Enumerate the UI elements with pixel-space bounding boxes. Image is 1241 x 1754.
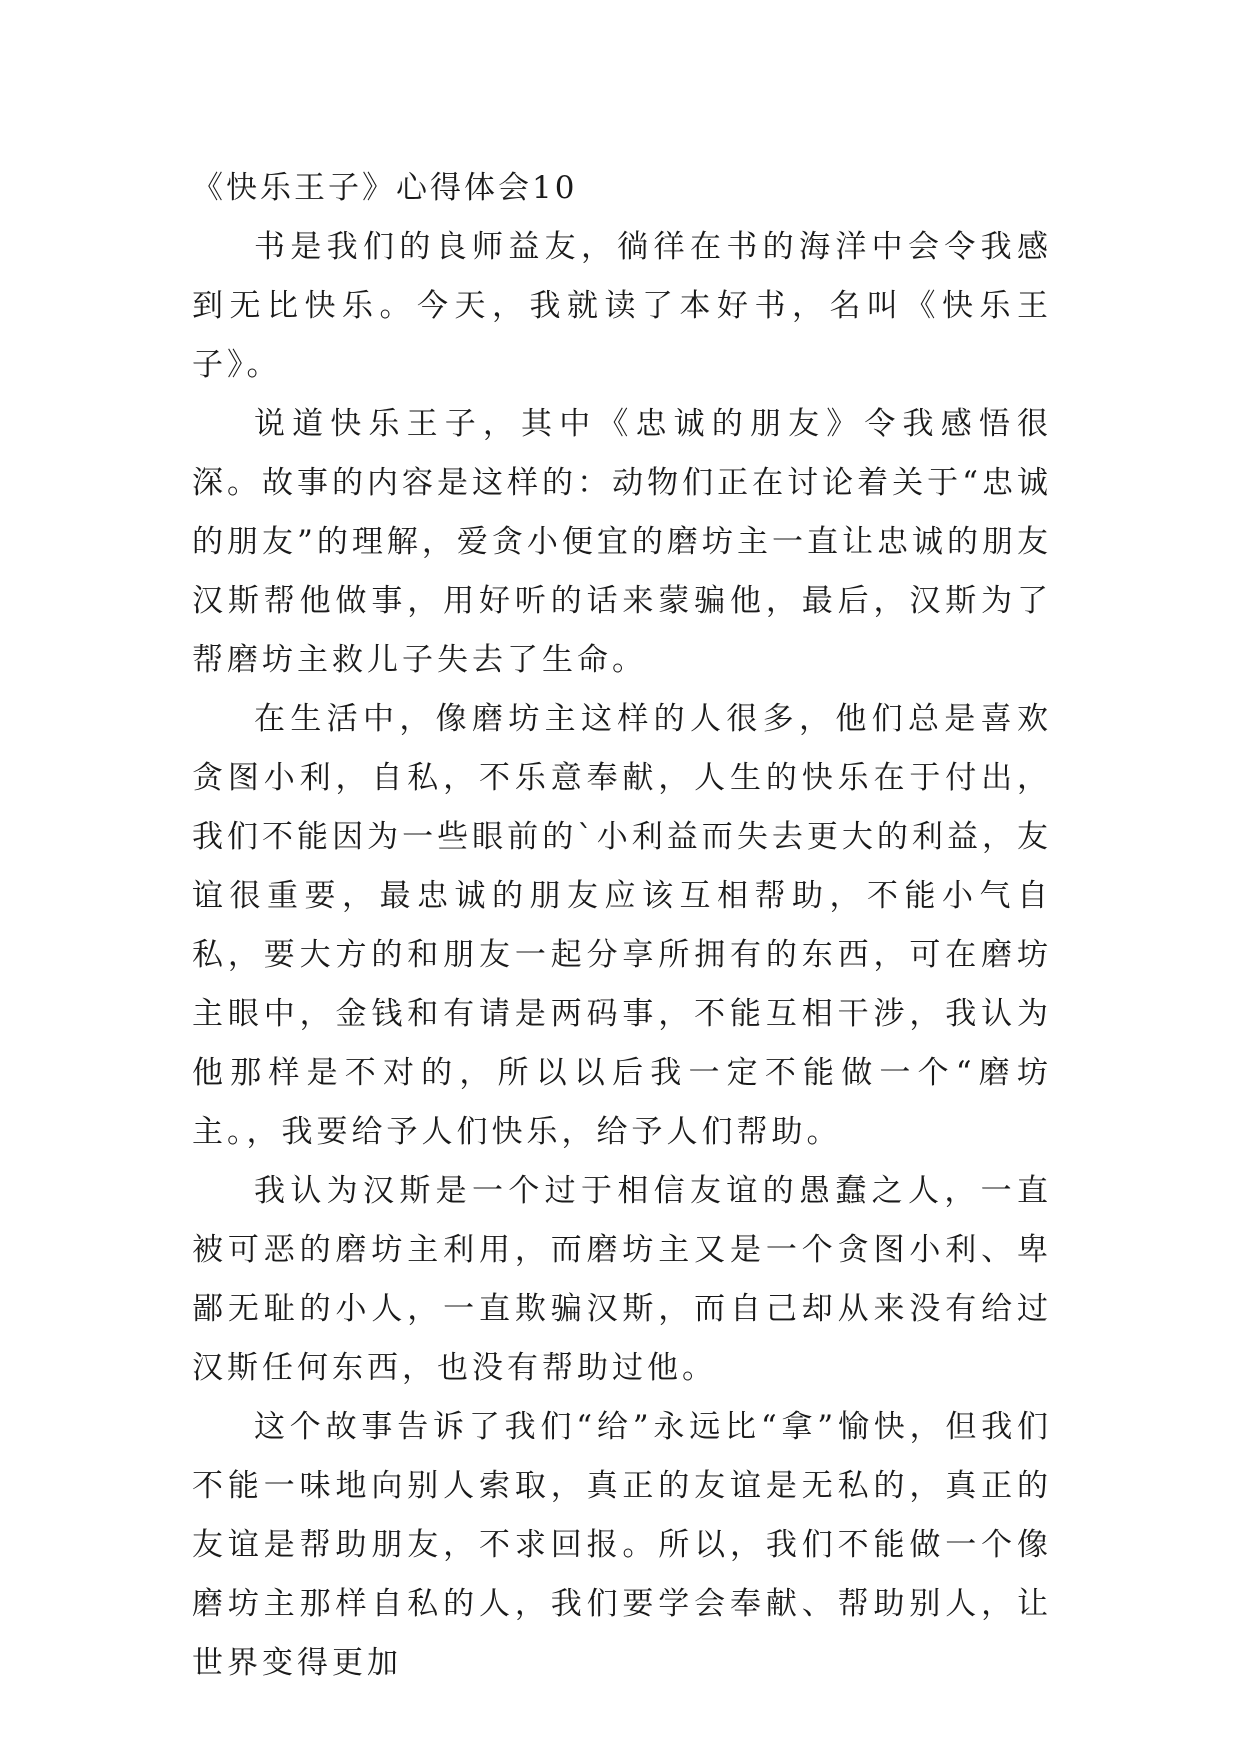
paragraph-2: 说道快乐王子，其中《忠诚的朋友》令我感悟很深。故事的内容是这样的：动物们正在讨论着关于“忠诚的朋友”的理解，爱贪小便宜的磨坊主一直让忠诚的朋友汉斯帮他做事，用好听的话来蒙骗他，最后，汉斯为了帮磨坊主救儿子失去了生命。: [192, 406, 1052, 678]
document-title: 《快乐王子》心得体会10: [192, 170, 578, 206]
paragraph-4: 我认为汉斯是一个过于相信友谊的愚蠢之人，一直被可恶的磨坊主利用，而磨坊主又是一个贪图小利、卑鄙无耻的小人，一直欺骗汉斯，而自己却从来没有给过汉斯任何东西，也没有帮助过他。: [192, 1173, 1052, 1386]
paragraph-1: 书是我们的良师益友，徜徉在书的海洋中会令我感到无比快乐。今天，我就读了本好书，名叫《快乐王子》。: [192, 229, 1052, 383]
document-body: [192, 158, 1052, 1693]
paragraph-5: 这个故事告诉了我们“给”永远比“拿”愉快，但我们不能一味地向别人索取，真正的友谊是无私的，真正的友谊是帮助朋友，不求回报。所以，我们不能做一个像磨坊主那样自私的人，我们要学会奉献、帮助别人，让世界变得更加: [192, 1409, 1052, 1681]
paragraph-3: 在生活中，像磨坊主这样的人很多，他们总是喜欢贪图小利，自私，不乐意奉献，人生的快乐在于付出，我们不能因为一些眼前的`小利益而失去更大的利益，友谊很重要，最忠诚的朋友应该互相帮助，不能小气自私，要大方的和朋友一起分享所拥有的东西，可在磨坊主眼中，金钱和有请是两码事，不能互相干涉，我认为他那样是不对的，所以以后我一定不能做一个“磨坊主。，我要给予人们快乐，给予人们帮助。: [192, 701, 1052, 1150]
